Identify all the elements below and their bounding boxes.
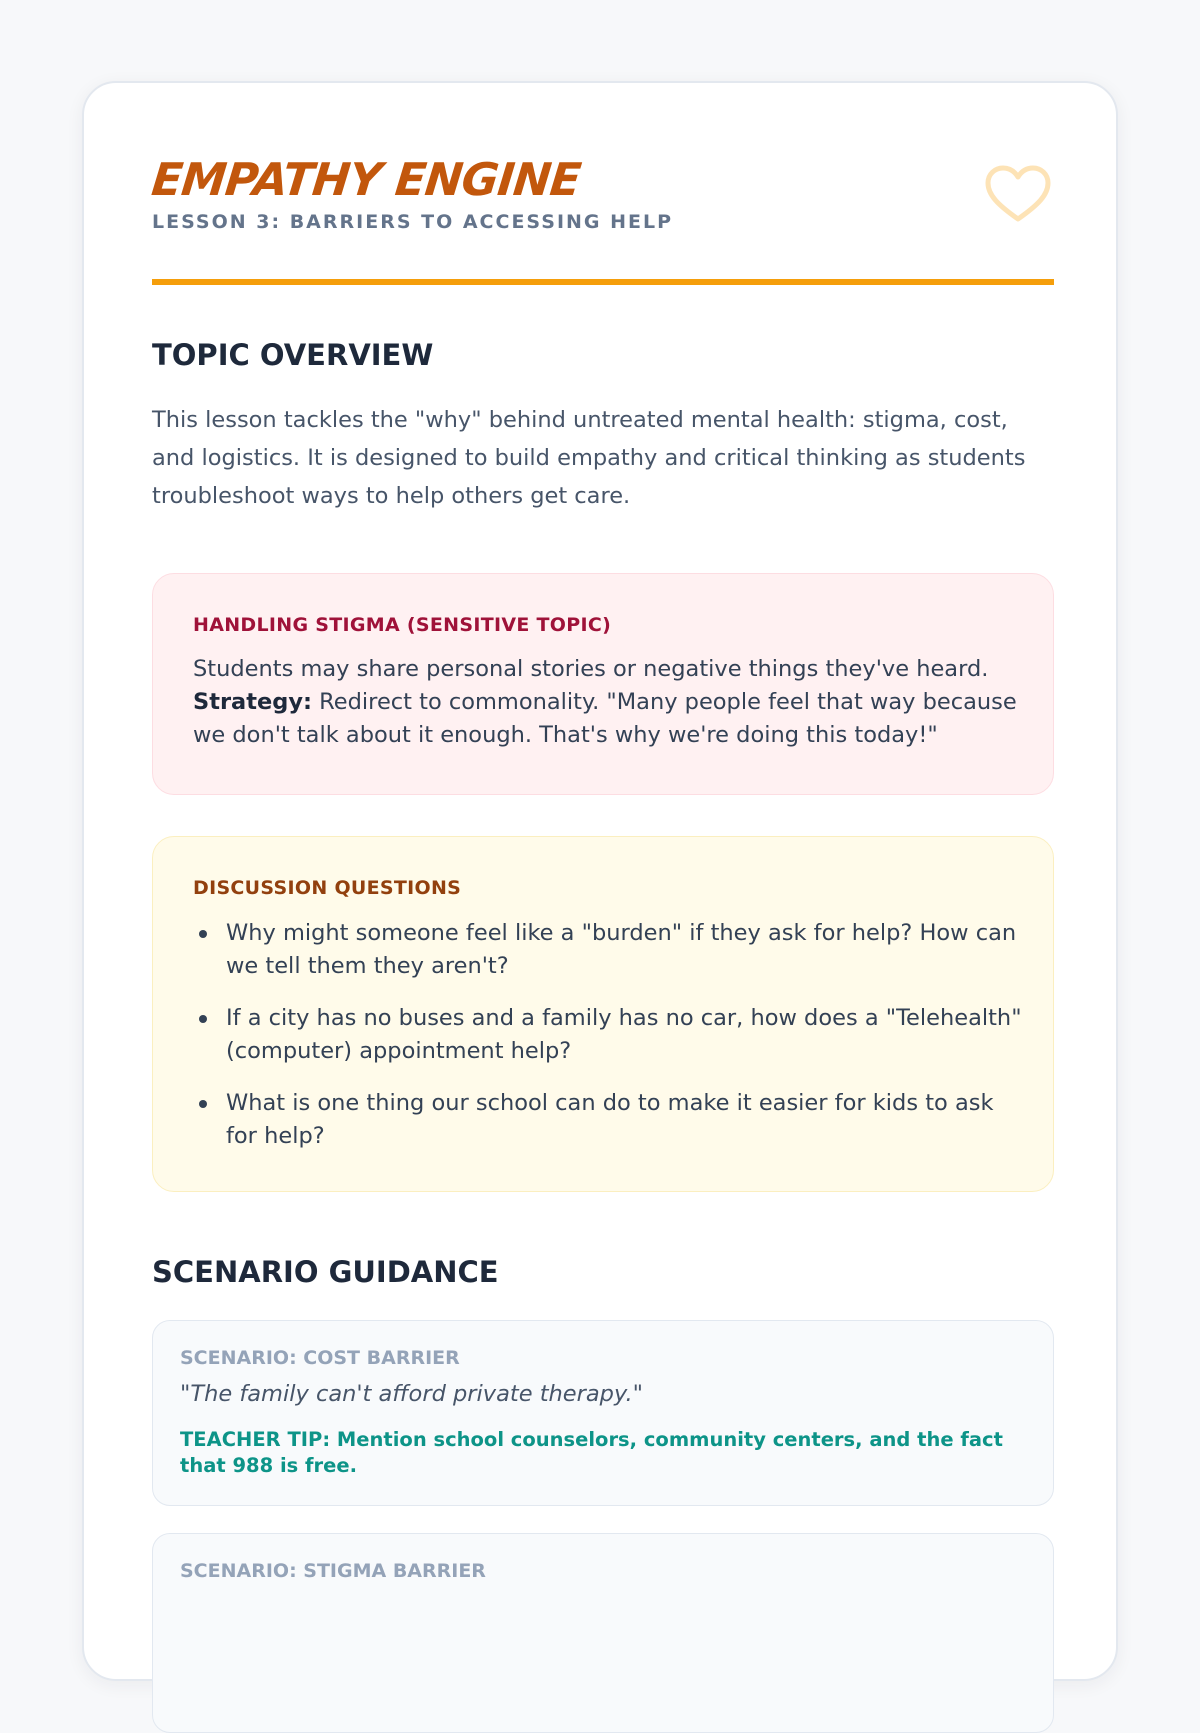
scenario-guidance-heading: SCENARIO GUIDANCE <box>152 1255 499 1289</box>
list-item: Why might someone feel like a "burden" if they ask for help? How can we tell them they aren't? <box>193 917 1023 983</box>
discussion-questions-heading: DISCUSSION QUESTIONS <box>193 877 462 899</box>
brand-title: EMPATHY ENGINE <box>149 153 583 206</box>
list-item: If a city has no buses and a family has no car, how does a "Telehealth" (computer) appointment help? <box>193 1002 1023 1068</box>
stigma-callout-heading: HANDLING STIGMA (SENSITIVE TOPIC) <box>193 614 612 636</box>
stigma-callout-text <box>193 653 1023 752</box>
stigma-callout <box>152 573 1054 795</box>
scenario-card-stigma <box>152 1533 1054 1733</box>
discussion-question-list <box>193 917 1023 1172</box>
list-item: What is one thing our school can do to make it easier for kids to ask for help? <box>193 1087 1023 1153</box>
discussion-questions-box <box>152 836 1054 1192</box>
scenario-label: SCENARIO: COST BARRIER <box>180 1347 460 1369</box>
lesson-subtitle: LESSON 3: BARRIERS TO ACCESSING HELP <box>152 211 674 233</box>
scenario-label: SCENARIO: STIGMA BARRIER <box>180 1560 486 1582</box>
scenario-quote: "The family can't afford private therapy." <box>180 1381 644 1407</box>
stigma-intro: Students may share personal stories or negative things they've heard. <box>193 656 989 682</box>
teacher-tip: TEACHER TIP: Mention school counselors, community centers, and the fact that 988 is free. <box>180 1428 1003 1477</box>
topic-overview-heading: TOPIC OVERVIEW <box>152 338 434 372</box>
scenario-card-cost <box>152 1320 1054 1506</box>
strategy-label: Strategy: <box>193 689 313 715</box>
strategy-text: Redirect to commonality. "Many people feel that way because we don't talk about it enough. That's why we're doing this today!" <box>193 689 1017 748</box>
topic-overview-text: This lesson tackles the "why" behind untreated mental health: stigma, cost, and logistics. It is designed to build empathy and critical thinking as students troubleshoot ways to help others get care. <box>152 407 1026 509</box>
heart-icon[interactable] <box>984 165 1052 225</box>
lesson-card <box>82 81 1118 1681</box>
header-divider <box>152 279 1054 285</box>
